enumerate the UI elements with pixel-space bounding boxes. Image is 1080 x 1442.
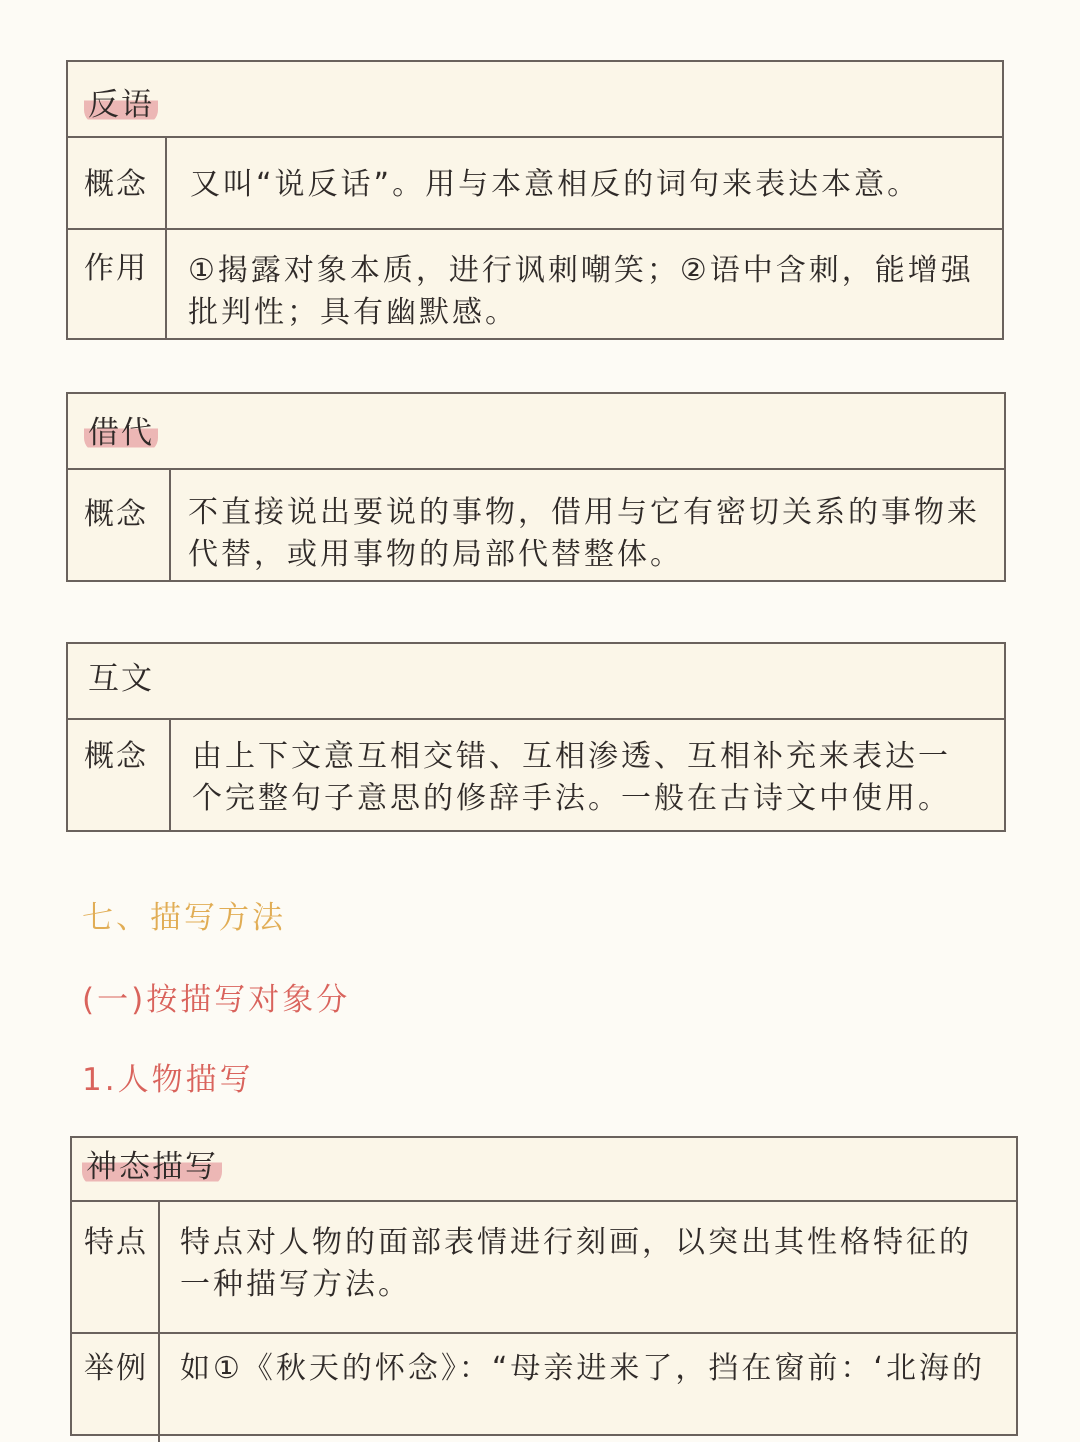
- card-title: 神态描写: [82, 1148, 222, 1186]
- row-label: 概念: [84, 167, 148, 202]
- row-content: ①揭露对象本质，进行讽刺嘲笑；②语中含刺，能增强 批判性；具有幽默感。: [188, 253, 974, 330]
- section-heading-describing-methods: 七、描写方法: [82, 900, 286, 936]
- row-content: 又叫“说反话”。用与本意相反的词句来表达本意。: [190, 167, 921, 202]
- table-row: [68, 468, 1004, 580]
- row-label: 举例: [84, 1351, 148, 1386]
- row-content: 如①《秋天的怀念》：“母亲进来了，挡在窗前：‘北海的: [180, 1351, 985, 1386]
- card-header: [68, 394, 1004, 470]
- table-row: [72, 1200, 1016, 1334]
- row-label: 作用: [84, 251, 148, 286]
- label-cell: [72, 1200, 160, 1334]
- row-label: 特点: [84, 1225, 148, 1260]
- card-title: 借代: [84, 414, 158, 452]
- card-header: [68, 644, 1004, 720]
- label-cell: [72, 1334, 160, 1442]
- label-cell: [68, 468, 171, 580]
- table-row: [68, 718, 1004, 830]
- card-intertextuality: [66, 642, 1006, 832]
- card-header: [72, 1138, 1016, 1202]
- row-content: 特点对人物的面部表情进行刻画，以突出其性格特征的 一种描写方法。: [180, 1225, 972, 1302]
- label-cell: [68, 230, 167, 338]
- table-row: [68, 136, 1002, 228]
- section-subheading-by-object: (一)按描写对象分: [82, 982, 351, 1018]
- table-row: [68, 228, 1002, 338]
- row-content: 由上下文意互相交错、互相渗透、互相补充来表达一 个完整句子意思的修辞手法。一般在古诗文中使用。: [192, 739, 951, 816]
- card-irony: [66, 60, 1004, 340]
- section-subheading-character: 1.人物描写: [82, 1062, 254, 1098]
- card-title: 互文: [88, 661, 154, 697]
- label-cell: [68, 136, 167, 228]
- row-content: 不直接说出要说的事物，借用与它有密切关系的事物来 代替，或用事物的局部代替整体。: [188, 495, 980, 572]
- card-expression-description: [70, 1136, 1018, 1436]
- label-cell: [68, 718, 171, 830]
- card-title: 反语: [84, 86, 158, 124]
- row-label: 概念: [84, 739, 148, 774]
- table-row: [72, 1332, 1016, 1442]
- card-metonymy: [66, 392, 1006, 582]
- card-header: [68, 62, 1002, 138]
- row-label: 概念: [84, 497, 148, 532]
